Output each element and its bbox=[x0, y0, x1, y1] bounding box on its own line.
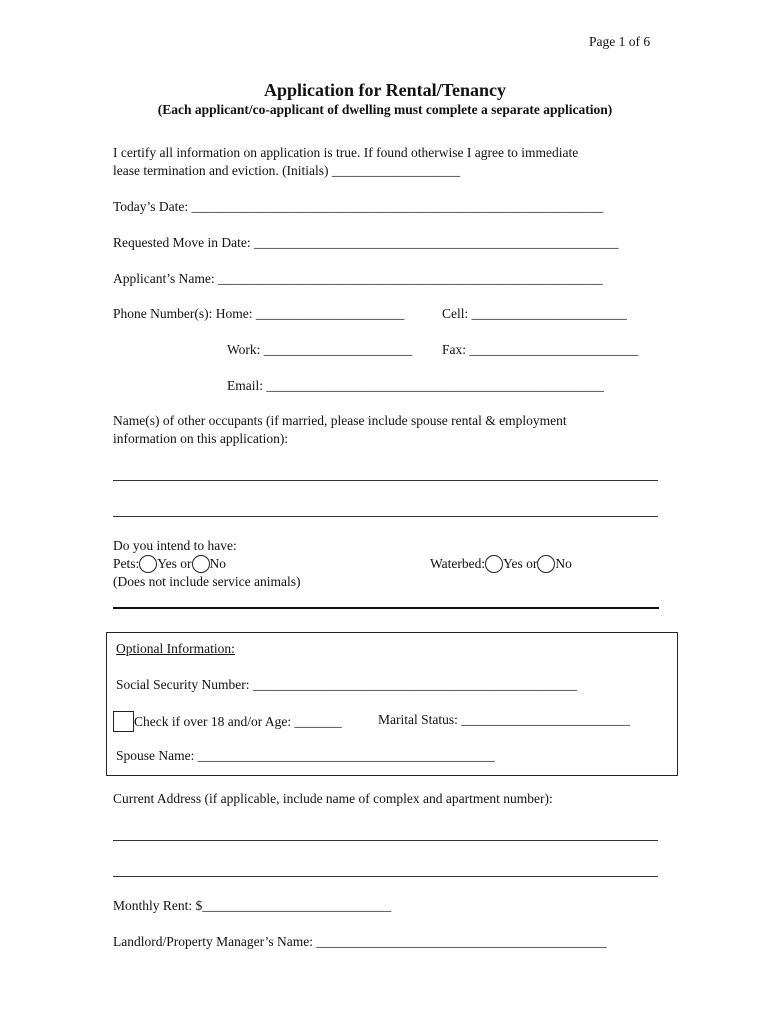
applicant-name-field[interactable]: Applicant’s Name: _________________________________________________________ bbox=[113, 271, 603, 286]
waterbed-row bbox=[430, 555, 572, 573]
occupants-label-line-1: Name(s) of other occupants (if married, please include spouse rental & employment bbox=[113, 413, 567, 428]
ssn-field[interactable]: Social Security Number: ________________________________________________ bbox=[116, 677, 577, 692]
email-field[interactable]: Email: __________________________________________________ bbox=[227, 378, 604, 393]
waterbed-yes-radio[interactable] bbox=[485, 555, 503, 573]
current-address-label: Current Address (if applicable, include name of complex and apartment number): bbox=[113, 791, 553, 806]
address-entry-line-2[interactable] bbox=[113, 876, 658, 877]
address-entry-line-1[interactable] bbox=[113, 840, 658, 841]
occupants-entry-line-2[interactable] bbox=[113, 516, 658, 517]
section-divider bbox=[113, 607, 659, 609]
occupants-entry-line-1[interactable] bbox=[113, 480, 658, 481]
landlord-name-field[interactable]: Landlord/Property Manager’s Name: ___________________________________________ bbox=[113, 934, 607, 949]
optional-info-heading: Optional Information: bbox=[116, 641, 235, 656]
waterbed-no-radio[interactable] bbox=[537, 555, 555, 573]
marital-status-field[interactable]: Marital Status: _________________________ bbox=[378, 712, 630, 727]
page-title: Application for Rental/Tenancy bbox=[263, 80, 507, 100]
phone-work-field[interactable]: Work: ______________________ bbox=[227, 342, 413, 357]
waterbed-label: Waterbed: bbox=[430, 556, 486, 571]
age-field[interactable]: Check if over 18 and/or Age: _______ bbox=[134, 714, 342, 729]
certification-line-1: I certify all information on application is true. If found otherwise I agree to immediate bbox=[113, 145, 579, 160]
waterbed-no-label: No bbox=[555, 556, 572, 571]
pets-row bbox=[113, 555, 226, 573]
pets-no-radio[interactable] bbox=[192, 555, 210, 573]
move-in-date-field[interactable]: Requested Move in Date: ______________________________________________________ bbox=[113, 235, 619, 250]
fax-field[interactable]: Fax: _________________________ bbox=[442, 342, 639, 357]
todays-date-field[interactable]: Today’s Date: _____________________________________________________________ bbox=[113, 199, 604, 214]
waterbed-yes-or-label: Yes or bbox=[503, 556, 538, 571]
phone-cell-field[interactable]: Cell: _______________________ bbox=[442, 306, 627, 321]
page-subtitle: (Each applicant/co-applicant of dwelling must complete a separate application) bbox=[157, 102, 613, 117]
intent-question: Do you intend to have: bbox=[113, 538, 237, 553]
age-row bbox=[113, 711, 342, 732]
spouse-name-field[interactable]: Spouse Name: ____________________________________________ bbox=[116, 748, 495, 763]
pets-no-label: No bbox=[209, 556, 227, 571]
page-number: Page 1 of 6 bbox=[589, 34, 651, 49]
pets-label: Pets: bbox=[113, 556, 140, 571]
monthly-rent-field[interactable]: Monthly Rent: $____________________________ bbox=[113, 898, 392, 913]
occupants-label-line-2: information on this application): bbox=[113, 431, 289, 446]
over-18-checkbox[interactable] bbox=[113, 711, 134, 732]
phone-home-field[interactable]: Phone Number(s): Home: ______________________ bbox=[113, 306, 405, 321]
service-animals-note: (Does not include service animals) bbox=[113, 574, 301, 589]
pets-yes-or-label: Yes or bbox=[157, 556, 192, 571]
pets-yes-radio[interactable] bbox=[139, 555, 157, 573]
certification-initials-field[interactable]: lease termination and eviction. (Initials) ___________________ bbox=[113, 163, 461, 178]
